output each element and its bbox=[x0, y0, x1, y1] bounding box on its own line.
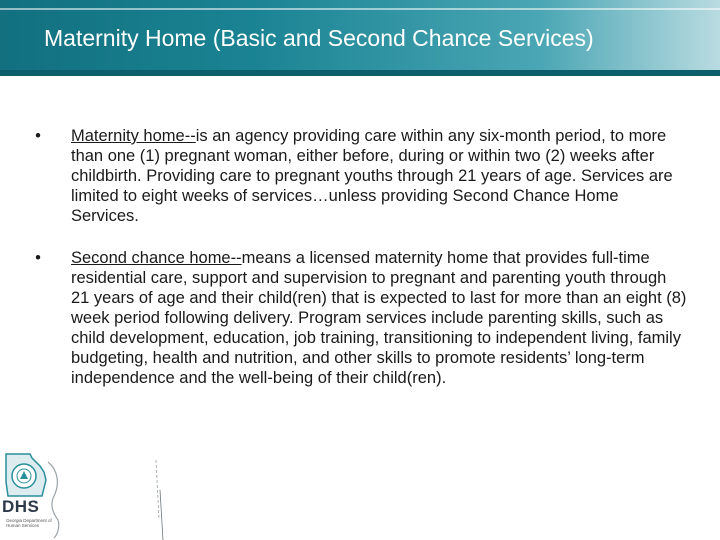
bullet-maternity-home bbox=[28, 126, 688, 226]
title-bar-bottom-stripe bbox=[0, 70, 720, 76]
bullet-second-chance-home bbox=[28, 248, 688, 388]
logo-subtext: Georgia Department of Human Services bbox=[6, 518, 52, 528]
logo-text: DHS bbox=[2, 497, 40, 516]
title-bar-top-stripe bbox=[0, 8, 720, 10]
slide-title: Maternity Home (Basic and Second Chance Services) bbox=[44, 25, 594, 51]
decorative-lines bbox=[150, 460, 170, 540]
definition-maternity-home: is an agency providing care within any six-month period, to more than one (1) pregnant woman, either before, during or within two (2) weeks after childbirth. Providing care to pregnant youths through 21 years of age. Services are limited to eight weeks of services…unless providing Second Chance Home Services. bbox=[71, 127, 673, 225]
slide-body bbox=[28, 126, 688, 410]
bullet-marker: • bbox=[35, 127, 41, 145]
term-maternity-home: Maternity home-- bbox=[71, 127, 196, 145]
title-bar bbox=[0, 0, 720, 76]
bullet-marker: • bbox=[35, 249, 41, 267]
term-second-chance-home: Second chance home-- bbox=[71, 249, 242, 267]
definition-second-chance-home: means a licensed maternity home that provides full-time residential care, support and supervision to pregnant and parenting youth through 21 years of age and their child(ren) that is expected to last for more than an eight (8) week period following delivery. Program services include parenting skills, such as child development, education, job training, transitioning to independent living, family budgeting, health and nutrition, and other skills to promote residents’ long-term independence and the well-being of their child(ren). bbox=[71, 249, 687, 387]
